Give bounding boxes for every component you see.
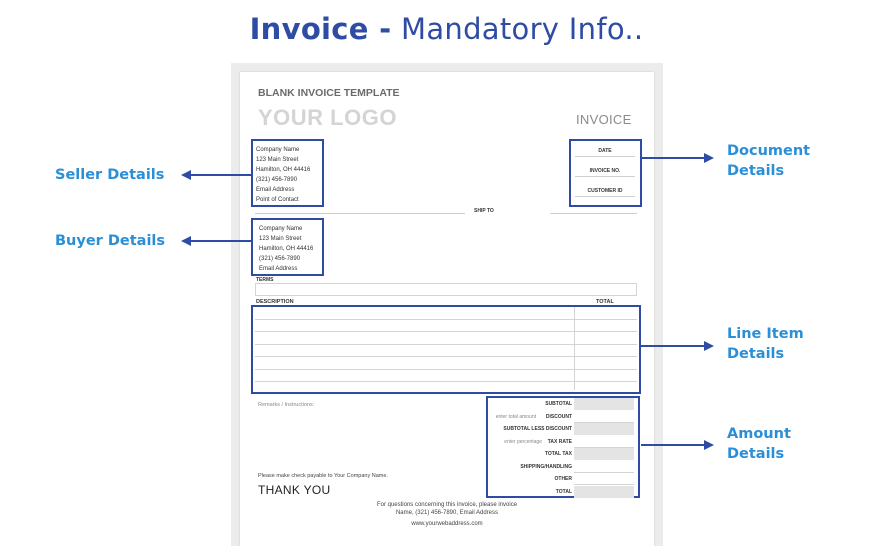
seller-connector xyxy=(190,174,251,176)
seller-line: (321) 456-7890 xyxy=(256,177,298,183)
amount-label: DISCOUNT xyxy=(545,413,572,420)
line-item-row[interactable] xyxy=(255,369,637,370)
title-bold: Invoice - xyxy=(249,12,392,46)
callout-buyer-details: Buyer Details xyxy=(55,233,166,249)
seller-line: Hamilton, OH 44416 xyxy=(256,167,311,173)
amount-value-cell[interactable] xyxy=(574,436,634,448)
amount-label: TOTAL xyxy=(555,488,572,495)
logo-placeholder: YOUR LOGO xyxy=(258,105,397,130)
amount-row-shipping xyxy=(488,461,634,474)
title-light: Mandatory Info.. xyxy=(401,12,644,46)
callout-amount-line-1: Amount xyxy=(727,426,791,442)
amount-value-cell[interactable] xyxy=(574,473,634,485)
line-item-row[interactable] xyxy=(255,319,637,320)
callout-line-item-line-2: Details xyxy=(727,346,785,362)
arrow-right-icon xyxy=(704,153,714,163)
date-field: DATE xyxy=(575,148,635,157)
buyer-line: Hamilton, OH 44416 xyxy=(259,246,314,252)
invoice-heading: INVOICE xyxy=(576,112,632,127)
terms-field[interactable] xyxy=(255,283,637,296)
amount-value-cell[interactable] xyxy=(574,486,634,498)
amount-row-total xyxy=(488,486,634,499)
callout-amount-details xyxy=(727,424,791,464)
amount-value-cell[interactable] xyxy=(574,411,634,423)
amount-hint: enter total amount xyxy=(495,413,536,420)
amount-label: OTHER xyxy=(554,476,572,482)
terms-label: TERMS xyxy=(256,277,274,283)
line-item-row[interactable] xyxy=(255,344,637,345)
callout-line-item-line-1: Line Item xyxy=(727,326,804,342)
amount-label: TAX RATE xyxy=(547,438,572,445)
amount-details-box xyxy=(486,396,640,498)
line-item-connector xyxy=(641,345,706,347)
total-header: TOTAL xyxy=(596,299,614,305)
line-item-row[interactable] xyxy=(255,356,637,357)
ship-to-rule-left xyxy=(255,213,465,214)
callout-document-line-1: Document xyxy=(727,143,811,159)
page-title xyxy=(0,12,893,46)
amount-row-tax-rate xyxy=(488,436,634,449)
document-connector xyxy=(642,157,706,159)
invoice-sheet xyxy=(240,72,654,546)
arrow-right-icon xyxy=(704,440,714,450)
amount-row-total-tax xyxy=(488,448,634,461)
description-header: DESCRIPTION xyxy=(256,299,294,305)
total-column-divider xyxy=(574,307,575,390)
footer-line-1: For questions concerning this invoice, please invoice xyxy=(376,502,518,508)
amount-hint: enter percentage xyxy=(504,438,542,445)
ship-to-rule-right xyxy=(550,213,637,214)
arrow-right-icon xyxy=(704,341,714,351)
buyer-line: Company Name xyxy=(259,226,303,232)
amount-connector xyxy=(641,444,706,446)
callout-seller-details: Seller Details xyxy=(55,167,165,183)
buyer-line: Email Address xyxy=(259,266,298,272)
amount-row-subtotal xyxy=(488,398,634,411)
thank-you: THANK YOU xyxy=(258,483,331,497)
seller-line: Company Name xyxy=(256,147,300,153)
ship-to-label: SHIP TO xyxy=(474,208,494,214)
customer-id-field: CUSTOMER ID xyxy=(575,188,635,197)
callout-document-line-2: Details xyxy=(727,163,785,179)
amount-label: TOTAL TAX xyxy=(544,451,572,457)
document-details-box xyxy=(569,139,642,207)
amount-value-cell[interactable] xyxy=(574,423,634,435)
amount-value-cell[interactable] xyxy=(574,448,634,460)
buyer-details-box xyxy=(251,218,324,276)
seller-details-box xyxy=(251,139,324,207)
line-item-row[interactable] xyxy=(255,331,637,332)
callout-line-item-details xyxy=(727,324,804,364)
amount-label: SUBTOTAL LESS DISCOUNT xyxy=(503,426,572,432)
amount-row-other xyxy=(488,473,634,486)
seller-line: Email Address xyxy=(256,187,295,193)
amount-row-subtotal-less-discount xyxy=(488,423,634,436)
buyer-line: 123 Main Street xyxy=(259,236,302,242)
callout-document-details xyxy=(727,141,810,181)
amount-label: SHIPPING/HANDLING xyxy=(520,463,572,470)
amount-value-cell[interactable] xyxy=(574,398,634,410)
buyer-connector xyxy=(190,240,251,242)
line-item-row[interactable] xyxy=(255,381,637,382)
template-title: BLANK INVOICE TEMPLATE xyxy=(258,87,400,99)
footer-line-2: Name, (321) 456-7890, Email Address xyxy=(395,510,499,516)
remarks-label: Remarks / Instructions: xyxy=(258,402,315,408)
footer-website: www.yourwebaddress.com xyxy=(411,521,483,527)
amount-row-discount xyxy=(488,411,634,424)
payable-note: Please make check payable to Your Company Name. xyxy=(258,473,388,479)
seller-line: 123 Main Street xyxy=(256,157,299,163)
seller-line: Point of Contact xyxy=(256,197,299,203)
amount-value-cell[interactable] xyxy=(574,461,634,473)
invoice-no-field: INVOICE NO. xyxy=(575,168,635,177)
buyer-line: (321) 456-7890 xyxy=(259,256,301,262)
callout-amount-line-2: Details xyxy=(727,446,785,462)
amount-label: SUBTOTAL xyxy=(545,401,572,407)
